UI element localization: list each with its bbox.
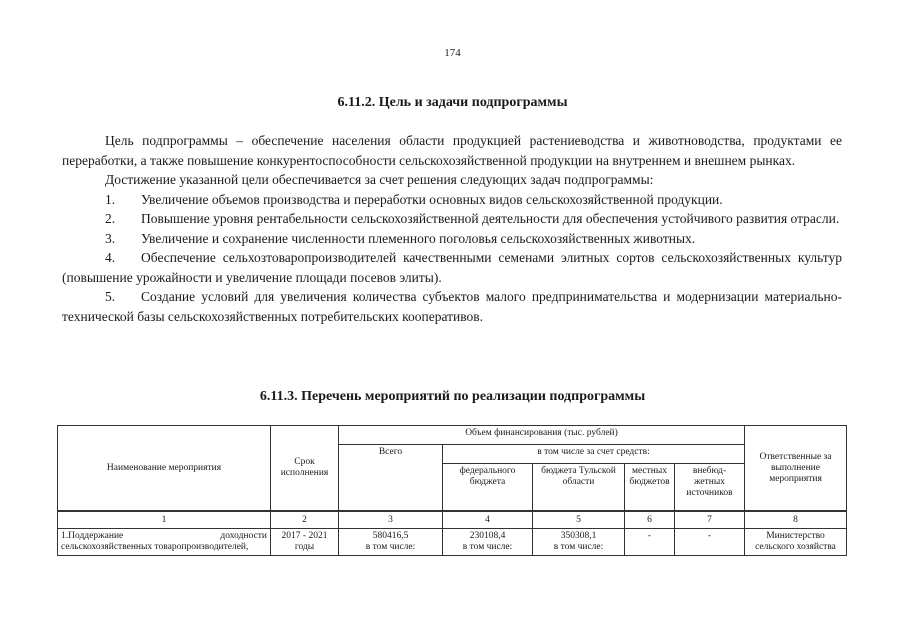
header-responsible: Ответственные за выполнение мероприятия bbox=[745, 426, 847, 512]
task-item: 2. Повышение уровня рентабельности сельскохозяйственной деятельности для обеспечения устойчивого развития отрасли. bbox=[105, 211, 840, 226]
measure-name-line: 1.Поддержание доходности bbox=[61, 531, 267, 541]
table-row bbox=[58, 529, 847, 556]
column-number: 3 bbox=[339, 511, 443, 529]
measure-name-cell bbox=[58, 529, 271, 556]
measure-total-note: в том числе: bbox=[365, 542, 416, 552]
task-item: 1. Увеличение объемов производства и переработки основных видов сельскохозяйственной продукции. bbox=[105, 191, 723, 207]
header-including: в том числе за счет средств: bbox=[443, 445, 745, 464]
measure-offbudget: - bbox=[675, 529, 745, 556]
measure-term: 2017 - 2021 годы bbox=[271, 529, 339, 556]
measure-federal-note: в том числе: bbox=[462, 542, 513, 552]
measure-total-cell bbox=[339, 529, 443, 556]
goal-paragraph: Цель подпрограммы – обеспечение населения области продукцией растениеводства и животноводства, продуктами ее переработки, а также повышение конкурентоспособности сельскохозяйственной продукции на внутреннем и внешнем рынках. bbox=[62, 133, 842, 168]
column-number: 5 bbox=[533, 511, 625, 529]
measure-responsible: Министерство сельского хозяйства bbox=[745, 529, 847, 556]
goal-text-block bbox=[62, 131, 842, 326]
column-number: 7 bbox=[675, 511, 745, 529]
measure-federal-cell bbox=[443, 529, 533, 556]
measure-total: 580416,5 bbox=[372, 531, 409, 541]
column-number: 4 bbox=[443, 511, 533, 529]
column-number: 8 bbox=[745, 511, 847, 529]
measure-regional-cell bbox=[533, 529, 625, 556]
header-offbudget: внебюд-жетных источников bbox=[675, 464, 745, 512]
column-number: 6 bbox=[625, 511, 675, 529]
page-number: 174 bbox=[444, 47, 461, 59]
header-federal: федерального бюджета bbox=[443, 464, 533, 512]
header-local: местных бюджетов bbox=[625, 464, 675, 512]
measure-regional: 350308,1 bbox=[560, 531, 597, 541]
column-number: 2 bbox=[271, 511, 339, 529]
section-heading-goal: 6.11.2. Цель и задачи подпрограммы bbox=[337, 95, 568, 110]
header-term: Срок исполнения bbox=[271, 426, 339, 512]
column-number: 1 bbox=[58, 511, 271, 529]
section-heading-measures: 6.11.3. Перечень мероприятий по реализации подпрограммы bbox=[259, 389, 646, 404]
measure-local: - bbox=[625, 529, 675, 556]
task-item: 5. Создание условий для увеличения количества субъектов малого предпринимательства и модернизации материально-технической базы сельскохозяйственных потребительских кооперативов. bbox=[62, 289, 842, 324]
header-funding: Объем финансирования (тыс. рублей) bbox=[339, 426, 745, 445]
measure-name-line: сельскохозяйственных товаропроизводителей, bbox=[61, 542, 249, 552]
measures-table bbox=[57, 425, 847, 556]
measure-regional-note: в том числе: bbox=[553, 542, 604, 552]
task-item: 4. Обеспечение сельхозтоваропроизводителей качественными семенами элитных сортов сельскохозяйственных культур (повышение урожайности и увеличение площади посевов элиты). bbox=[62, 250, 842, 285]
header-regional: бюджета Тульской области bbox=[533, 464, 625, 512]
tasks-intro-paragraph: Достижение указанной цели обеспечивается за счет решения следующих задач подпрограммы: bbox=[105, 172, 654, 187]
measure-federal: 230108,4 bbox=[469, 531, 506, 541]
task-item: 3. Увеличение и сохранение численности племенного поголовья сельскохозяйственных животных. bbox=[105, 230, 696, 246]
header-total: Всего bbox=[339, 445, 443, 512]
header-name: Наименование мероприятия bbox=[58, 426, 271, 512]
